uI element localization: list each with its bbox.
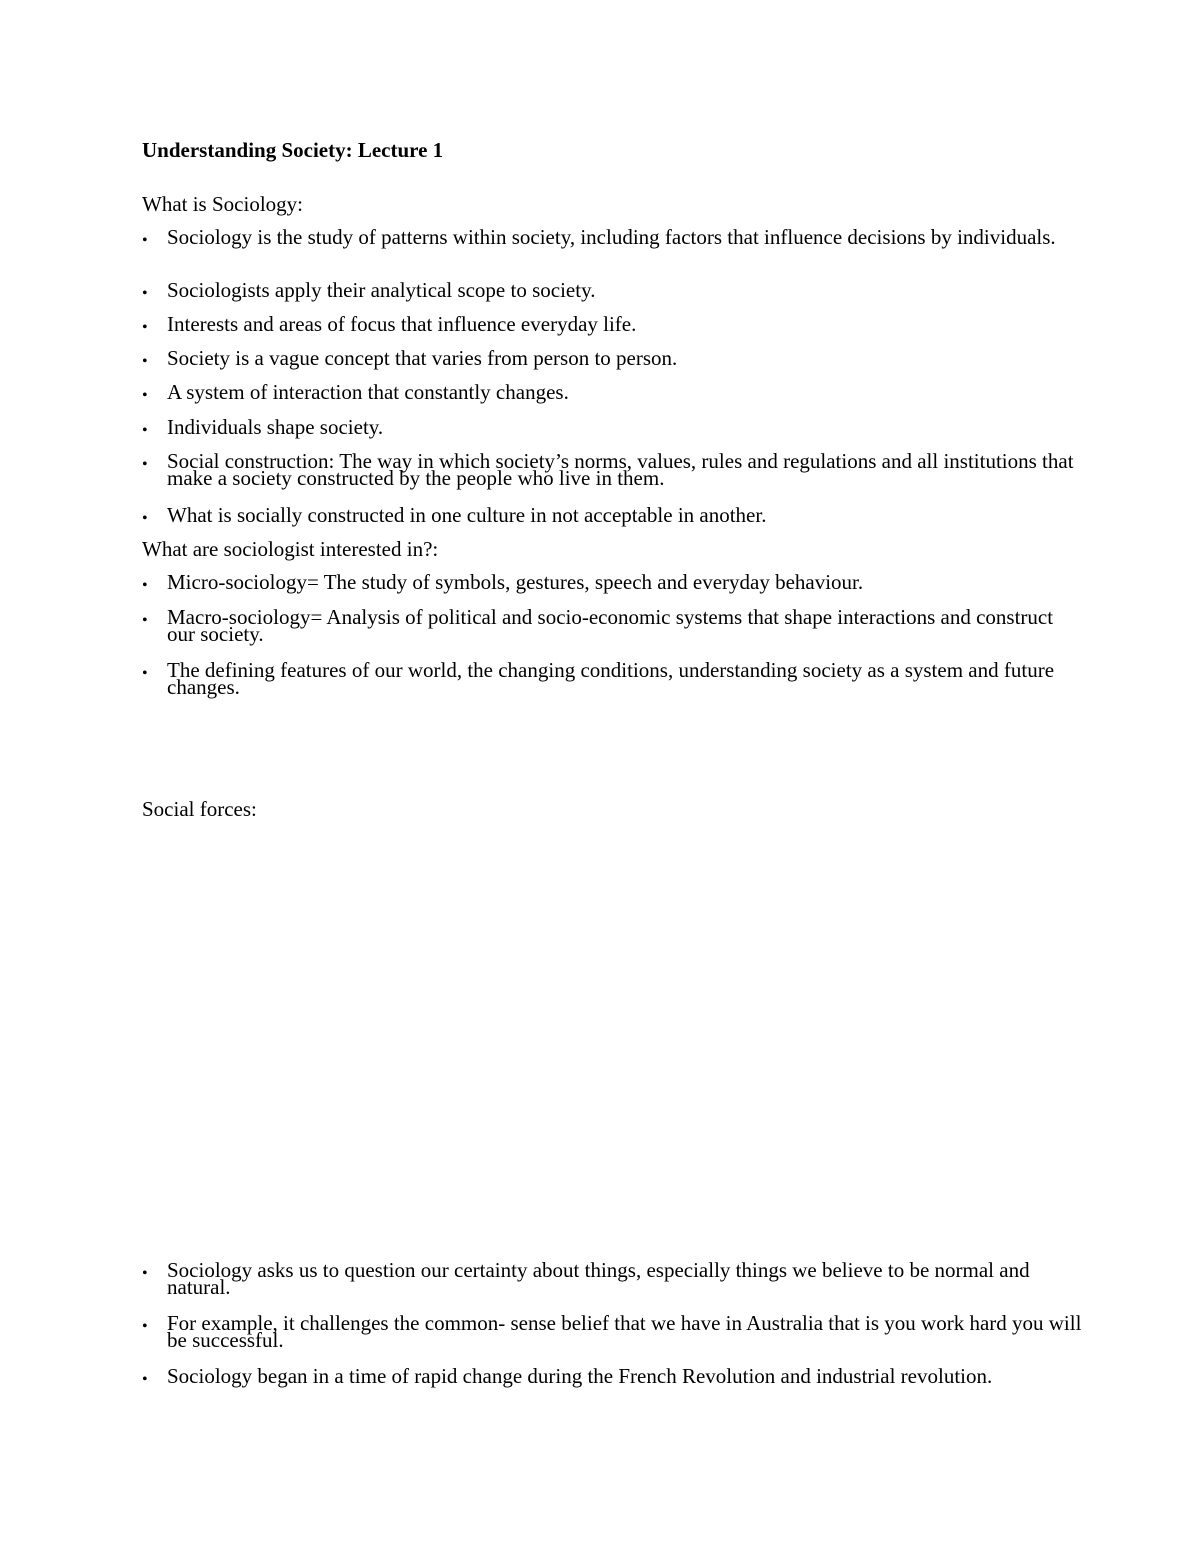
list-item-text: Individuals shape society.	[167, 415, 384, 439]
bullet-icon: •	[142, 285, 148, 302]
list-item-text: Macro-sociology= Analysis of political and socio-economic systems that shape interactions and construct our society.	[167, 605, 1054, 646]
bullet-icon: •	[142, 1265, 148, 1282]
section-heading-what-is-sociology: What is Sociology:	[142, 192, 303, 216]
bullet-icon: •	[142, 612, 148, 629]
document-title: Understanding Society: Lecture 1	[142, 138, 444, 162]
bullet-icon: •	[142, 353, 148, 370]
bullet-icon: •	[142, 422, 148, 439]
bullet-icon: •	[142, 1371, 148, 1388]
section-heading-interests: What are sociologist interested in?:	[142, 537, 439, 561]
bullet-icon: •	[142, 387, 148, 404]
bullet-icon: •	[142, 456, 148, 473]
section-heading-social-forces: Social forces:	[142, 797, 257, 821]
list-item-text: The defining features of our world, the changing conditions, understanding society as a system and future changes.	[167, 658, 1055, 699]
list-item-text: For example, it challenges the common- sense belief that we have in Australia that is you work hard you will be successful.	[167, 1311, 1082, 1352]
list-item-text: Interests and areas of focus that influence everyday life.	[167, 312, 637, 336]
list-item-text: Micro-sociology= The study of symbols, gestures, speech and everyday behaviour.	[167, 570, 864, 594]
bullet-icon: •	[142, 1318, 148, 1335]
list-item-text: Sociology began in a time of rapid change during the French Revolution and industrial revolution.	[167, 1364, 993, 1388]
bullet-icon: •	[142, 319, 148, 336]
bullet-icon: •	[142, 232, 148, 249]
list-item-text: Sociologists apply their analytical scope to society.	[167, 278, 596, 302]
bullet-icon: •	[142, 577, 148, 594]
list-item-text: Social construction: The way in which society’s norms, values, rules and regulations and all institutions that make a society constructed by the people who live in them.	[167, 449, 1074, 490]
list-item-text: A system of interaction that constantly changes.	[167, 380, 569, 404]
list-item-text: What is socially constructed in one culture in not acceptable in another.	[167, 503, 767, 527]
bullet-icon: •	[142, 510, 148, 527]
list-item-text: Sociology asks us to question our certainty about things, especially things we believe to be normal and natural.	[167, 1258, 1030, 1299]
bullet-icon: •	[142, 665, 148, 682]
list-item-text: Sociology is the study of patterns within society, including factors that influence decisions by individuals.	[167, 225, 1056, 249]
list-item-text: Society is a vague concept that varies from person to person.	[167, 346, 678, 370]
